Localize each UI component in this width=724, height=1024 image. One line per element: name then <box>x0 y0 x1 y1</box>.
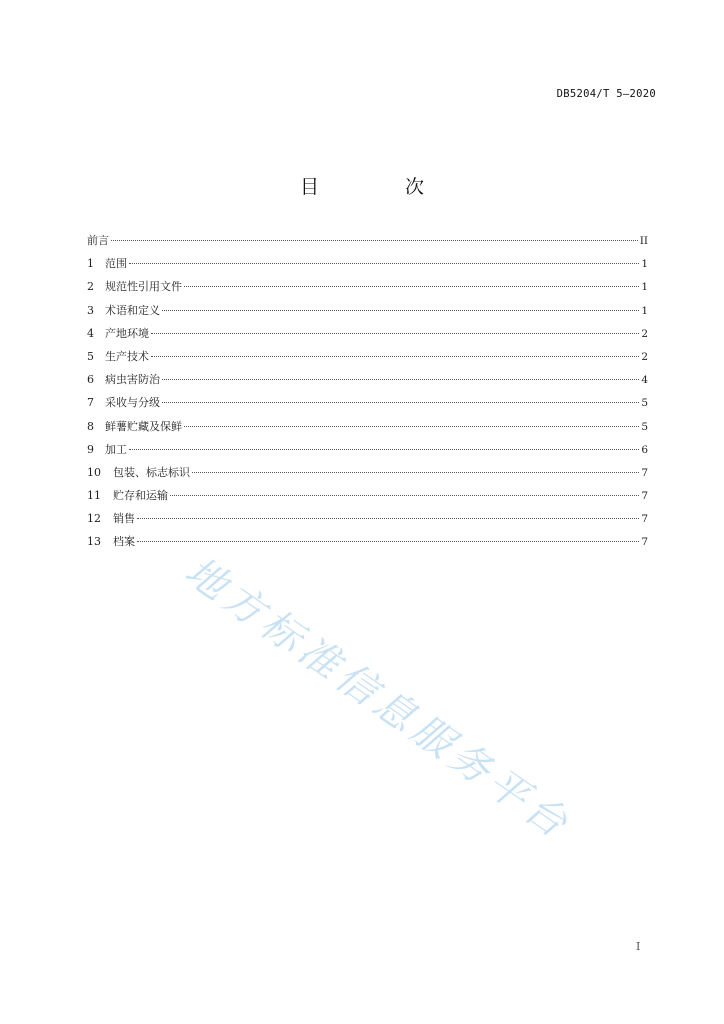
toc-dot-leader <box>170 495 639 496</box>
toc-dot-leader <box>184 426 639 427</box>
toc-entry[interactable] <box>87 394 648 417</box>
toc-entry-number: 1 <box>87 257 94 271</box>
toc-entry[interactable] <box>87 278 648 301</box>
toc-entry-page: 5 <box>641 420 648 433</box>
toc-entry-page: 1 <box>641 304 648 317</box>
toc-entry-page: 1 <box>641 281 648 294</box>
toc-entry-page: 1 <box>641 258 648 271</box>
toc-entry[interactable] <box>87 371 648 394</box>
page-number: I <box>636 940 641 953</box>
toc-dot-leader <box>111 240 638 241</box>
toc-entry-label: 销售 <box>113 512 135 526</box>
toc-dot-leader <box>192 472 639 473</box>
toc-dot-leader <box>129 263 639 264</box>
toc-dot-leader <box>129 449 639 450</box>
toc-entry[interactable] <box>87 255 648 278</box>
toc-entry-number: 12 <box>87 512 101 526</box>
toc-entry-number: 6 <box>87 373 94 387</box>
table-of-contents <box>87 232 648 557</box>
toc-entry-label: 档案 <box>113 535 135 549</box>
toc-entry-number: 10 <box>87 465 101 479</box>
toc-entry-page: 6 <box>641 443 648 456</box>
toc-entry-number: 2 <box>87 280 94 294</box>
toc-entry-label: 规范性引用文件 <box>105 280 182 294</box>
toc-dot-leader <box>137 541 639 542</box>
toc-entry-label: 采收与分级 <box>105 396 160 410</box>
toc-entry-label: 包装、标志标识 <box>113 465 190 479</box>
toc-entry[interactable] <box>87 302 648 325</box>
toc-entry-page: 2 <box>641 350 648 363</box>
toc-entry[interactable] <box>87 325 648 348</box>
toc-entry-label: 范围 <box>105 257 127 271</box>
toc-entry[interactable] <box>87 533 648 556</box>
toc-entry[interactable] <box>87 464 648 487</box>
toc-entry-number: 5 <box>87 349 94 363</box>
toc-entry-number: 11 <box>87 489 101 503</box>
toc-entry-number: 9 <box>87 442 94 456</box>
toc-entry-number: 3 <box>87 303 94 317</box>
toc-entry-label: 病虫害防治 <box>105 373 160 387</box>
toc-dot-leader <box>151 333 639 334</box>
toc-entry[interactable] <box>87 510 648 533</box>
toc-entry-number: 8 <box>87 419 94 433</box>
toc-entry-number: 7 <box>87 396 94 410</box>
toc-dot-leader <box>137 518 639 519</box>
toc-dot-leader <box>162 402 639 403</box>
toc-entry-page: 7 <box>641 490 648 503</box>
toc-entry-label: 鲜薯贮藏及保鲜 <box>105 419 182 433</box>
toc-entry-label: 产地环境 <box>105 326 149 340</box>
watermark: 地方标准信息服务平台 <box>176 548 580 850</box>
toc-dot-leader <box>151 356 639 357</box>
toc-entry-page: 5 <box>641 397 648 410</box>
toc-entry-label: 加工 <box>105 442 127 456</box>
document-code: DB5204/T 5—2020 <box>556 88 656 100</box>
toc-entry-number: 4 <box>87 326 94 340</box>
toc-entry-page: 7 <box>641 466 648 479</box>
toc-entry-page: 4 <box>641 374 648 387</box>
toc-entry-page: II <box>639 235 648 247</box>
toc-entry-page: 7 <box>641 536 648 549</box>
toc-entry-label: 术语和定义 <box>105 303 160 317</box>
toc-dot-leader <box>162 379 639 380</box>
toc-dot-leader <box>162 310 639 311</box>
toc-entry-label: 贮存和运输 <box>113 489 168 503</box>
toc-entry[interactable] <box>87 418 648 441</box>
toc-entry-page: 2 <box>641 327 648 340</box>
toc-entry[interactable] <box>87 487 648 510</box>
page-title: 目 次 <box>299 176 465 198</box>
toc-entry[interactable] <box>87 348 648 371</box>
toc-entry-number: 13 <box>87 535 101 549</box>
toc-entry-page: 7 <box>641 513 648 526</box>
toc-entry[interactable] <box>87 232 648 255</box>
toc-entry[interactable] <box>87 441 648 464</box>
toc-dot-leader <box>184 286 639 287</box>
toc-entry-label: 生产技术 <box>105 349 149 363</box>
toc-entry-label: 前言 <box>87 234 109 247</box>
